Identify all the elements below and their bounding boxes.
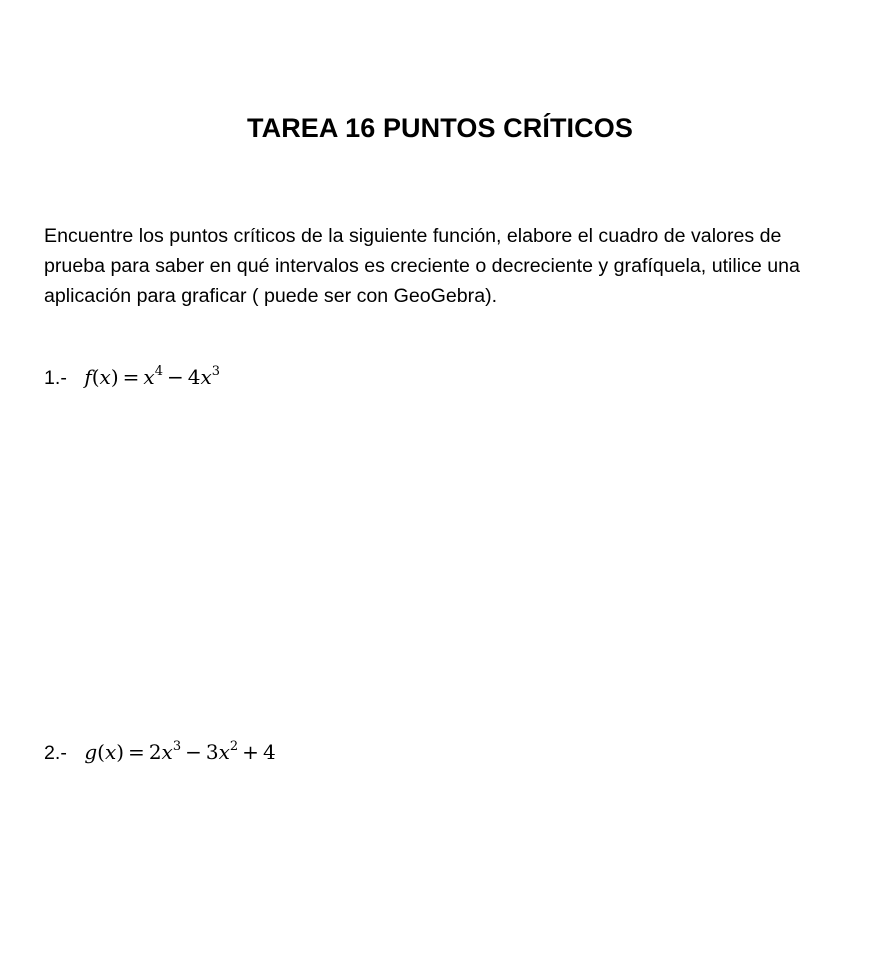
- exercise-number: 1.-: [44, 367, 67, 389]
- equation: $g(x) = 2x^3 - 3x^2 + 4$: [84, 739, 276, 764]
- equation: $f(x) = x^4 - 4x^3$: [84, 364, 221, 389]
- exercise-2: [44, 740, 276, 765]
- term-2-base: x: [218, 740, 230, 764]
- term-2-coefficient: 3: [205, 740, 219, 764]
- term-1-exponent: 4: [154, 364, 163, 379]
- exercise-number: 2.-: [44, 742, 67, 764]
- function-variable: x: [99, 365, 111, 389]
- function-name: g: [84, 740, 98, 764]
- term-1-base: x: [161, 740, 173, 764]
- term-2-exponent: 2: [229, 739, 239, 754]
- term-2-exponent: 3: [211, 364, 221, 379]
- term-1-base: x: [143, 365, 155, 389]
- term-1-coefficient: 2: [148, 740, 162, 764]
- instructions-paragraph: Encuentre los puntos críticos de la siguiente función, elabore el cuadro de valores de prueba para saber en qué intervalos es creciente o decreciente y grafíquela, utilice una aplicación para graficar ( puede ser con GeoGebra).: [44, 225, 800, 307]
- function-variable: x: [104, 740, 117, 764]
- page-title: TAREA 16 PUNTOS CRÍTICOS: [247, 113, 633, 143]
- term-3-constant: 4: [262, 740, 276, 764]
- term-2-base: x: [200, 365, 212, 389]
- function-name: f: [84, 365, 92, 389]
- exercise-1: [44, 365, 220, 390]
- term-2-coefficient: 4: [187, 365, 201, 389]
- term-1-exponent: 3: [172, 739, 182, 754]
